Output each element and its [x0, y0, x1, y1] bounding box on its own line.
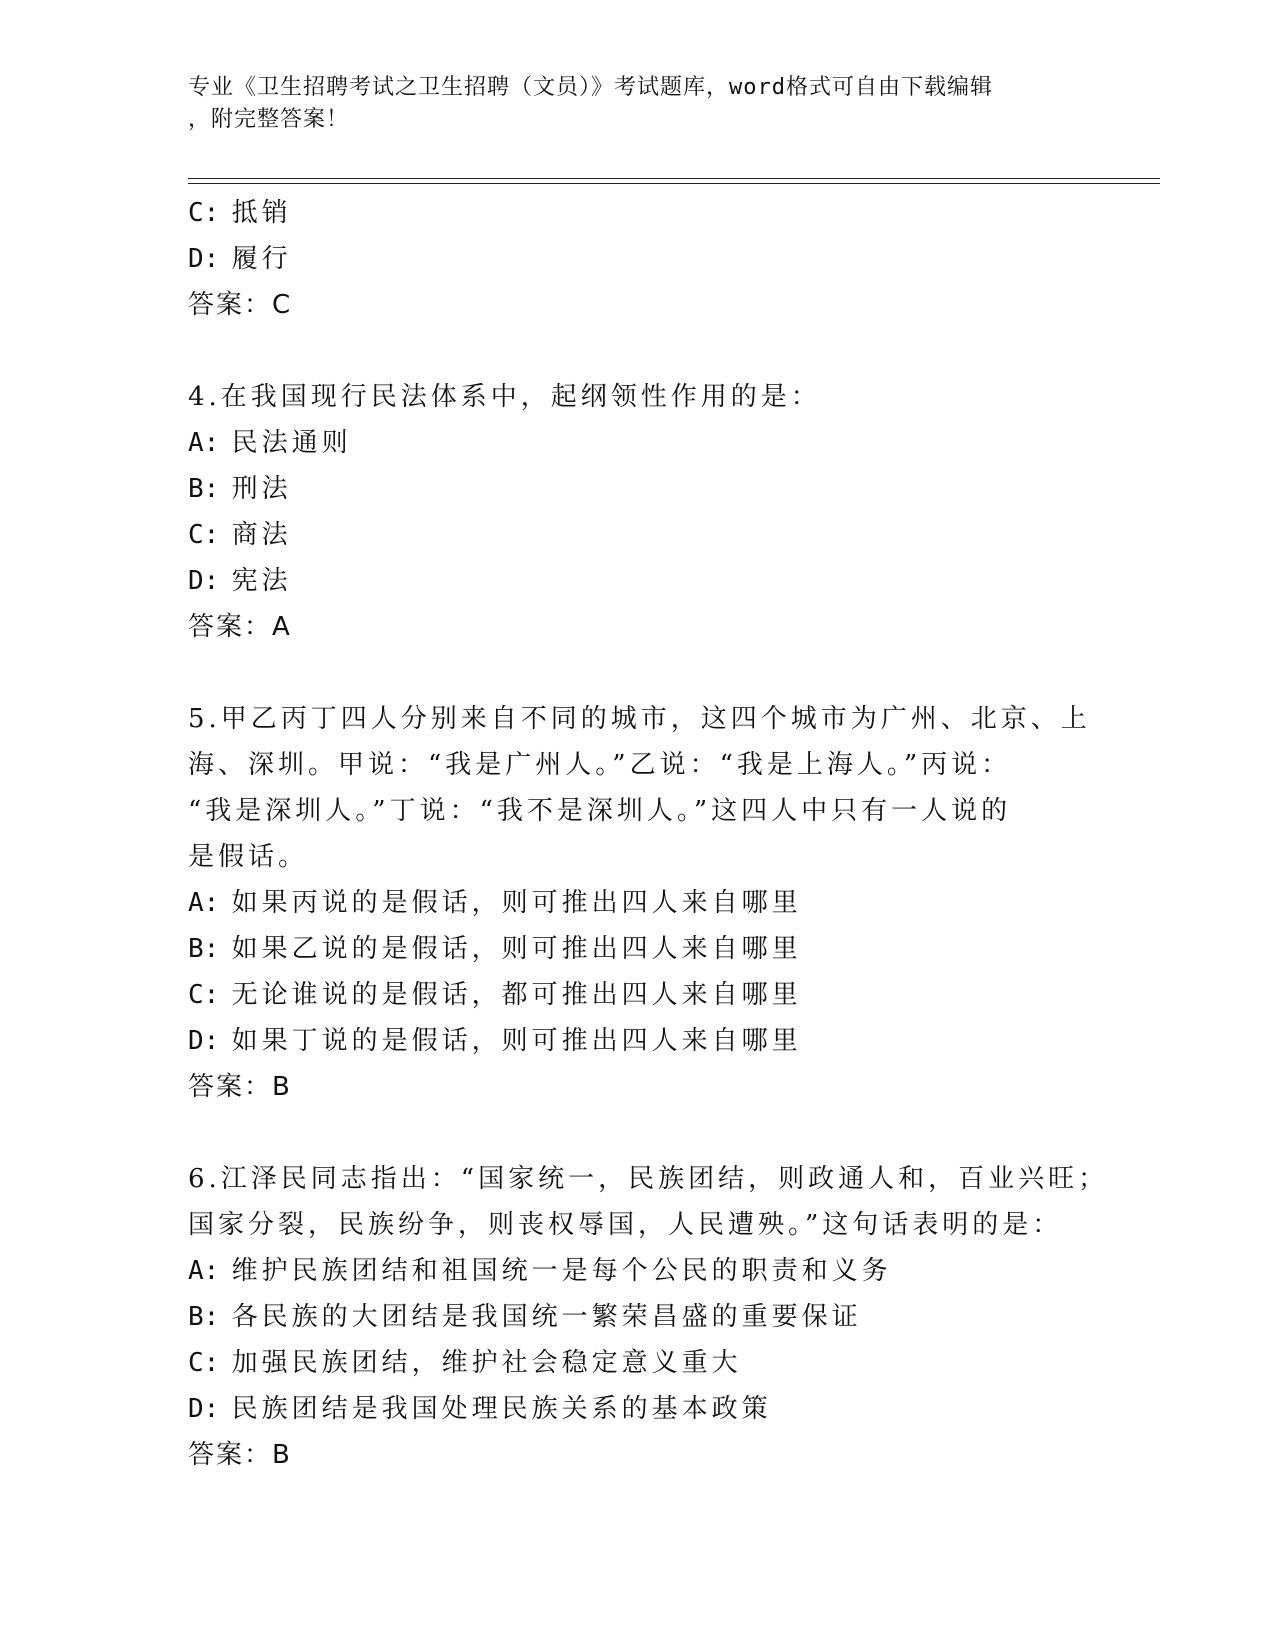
option-a: A: 维护民族团结和祖国统一是每个公民的职责和义务: [188, 1256, 892, 1286]
option-b: B: 刑法: [188, 474, 292, 504]
header-divider-bottom: [188, 183, 1160, 184]
option-d: D: 民族团结是我国处理民族关系的基本政策: [188, 1394, 772, 1424]
question-6: [188, 1156, 1109, 1478]
question-5: [188, 696, 1091, 1110]
header-divider-top: [188, 178, 1160, 179]
question-stem-line-1: 5.甲乙丙丁四人分别来自不同的城市，这四个城市为广州、北京、上: [188, 704, 1091, 734]
option-d: D: 履行: [188, 244, 292, 274]
header-line-1: 专业《卫生招聘考试之卫生招聘（文员）》考试题库，word格式可自由下载编辑: [188, 75, 993, 100]
option-a: A: 如果丙说的是假话，则可推出四人来自哪里: [188, 888, 802, 918]
question-stem-line-2: 国家分裂，民族纷争，则丧权辱国，人民遭殃。”这句话表明的是：: [188, 1210, 1063, 1240]
option-c: C: 加强民族团结，维护社会稳定意义重大: [188, 1348, 742, 1378]
header-line-2: ，附完整答案！: [188, 107, 350, 132]
option-b: B: 各民族的大团结是我国统一繁荣昌盛的重要保证: [188, 1302, 862, 1332]
option-a: A: 民法通则: [188, 428, 352, 458]
question-stem: 4.在我国现行民法体系中，起纲领性作用的是：: [188, 382, 821, 412]
option-c: C: 商法: [188, 520, 292, 550]
question-3-continued: [188, 190, 1088, 328]
option-b: B: 如果乙说的是假话，则可推出四人来自哪里: [188, 934, 802, 964]
question-stem-line-3: “我是深圳人。”丁说：“我不是深圳人。”这四人中只有一人说的: [188, 796, 1012, 826]
option-c: C: 无论谁说的是假话，都可推出四人来自哪里: [188, 980, 802, 1010]
question-list: [188, 190, 1109, 1478]
question-stem-line-4: 是假话。: [188, 842, 309, 872]
option-d: D: 如果丁说的是假话，则可推出四人来自哪里: [188, 1026, 802, 1056]
answer: 答案：B: [188, 1072, 292, 1102]
answer: 答案：A: [188, 612, 292, 642]
question-stem-line-2: 海、深圳。甲说：“我是广州人。”乙说：“我是上海人。”丙说：: [188, 750, 1012, 780]
page-header: [188, 72, 1088, 136]
option-d: D: 宪法: [188, 566, 292, 596]
question-4: [188, 374, 1088, 650]
answer: 答案：C: [188, 290, 293, 320]
question-stem-line-1: 6.江泽民同志指出：“国家统一，民族团结，则政通人和，百业兴旺；: [188, 1164, 1109, 1194]
option-c: C: 抵销: [188, 198, 292, 228]
answer: 答案：B: [188, 1440, 292, 1470]
